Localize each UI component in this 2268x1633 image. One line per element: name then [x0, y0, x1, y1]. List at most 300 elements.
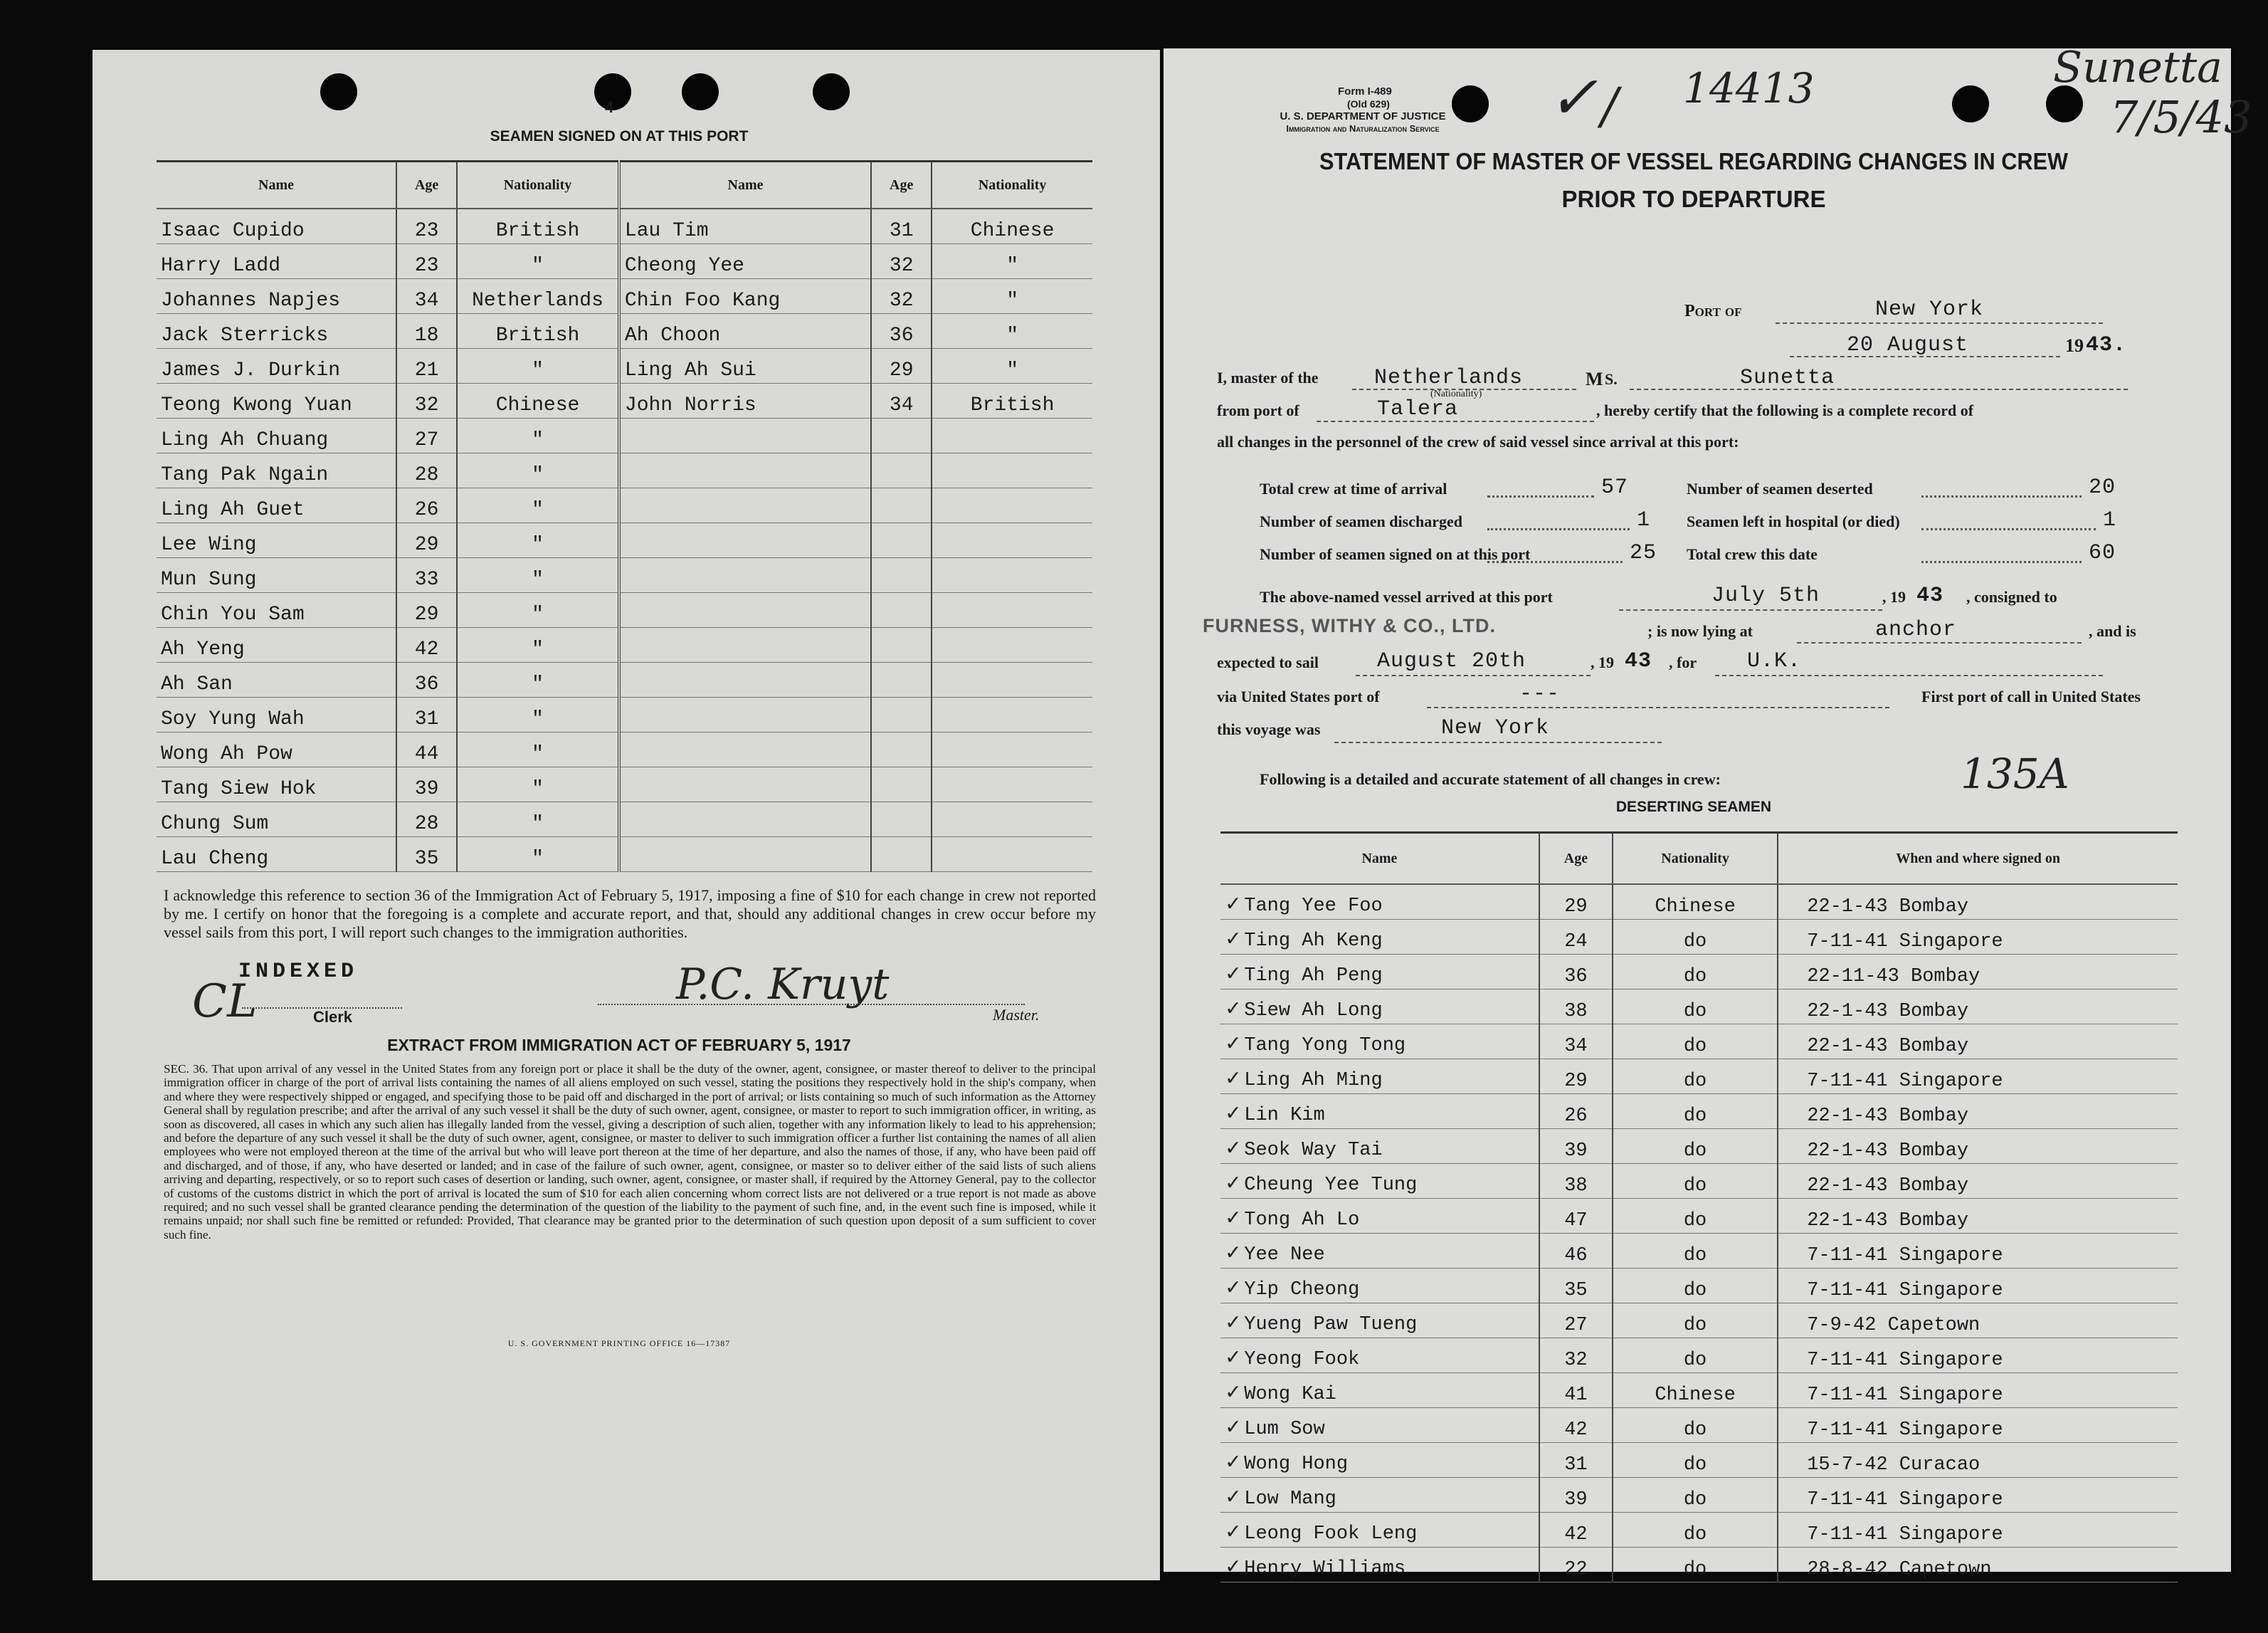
deserter-nationality: do [1613, 1059, 1778, 1094]
seaman-nationality: " [457, 558, 619, 593]
right-page: Form I-489 (Old 629) U. S. DEPARTMENT OF JUSTICE Immigration and Naturalization Service ✓ / 14413 Sunetta 7/5/43 STATEMENT OF MASTER OF VESSEL REGARDING CHANGES IN CREW PRIOR TO DEPARTURE Port of New York 20 August 19 43. I, master of the Netherlands (Nationality) M S. Sunetta from port of Talera , hereby certify that the following is a complete record of all changes in the personnel of the crew of said vessel since arrival at this port: Total crew at time of arrival 57 Number of seamen deserted 20 Number of seamen discharged 1 Seamen left in hospital (or died) 1 Number of seamen signed on at this port 25 Total crew this date 60 The above-named vessel arrived at this port July 5th , 19 43 , consigned to FURNESS, WITHY & CO., LTD. ; is now lying at anchor , and is expected to sail August 20th , 19 43 , for U.K. via United States port of --- First port of call in United States this voyage was New York Following is a detailed and accurate statement of all changes in crew: 135A DESERTING SEAMEN Name Age Nationality When and where signed on ✓ Tang Yee Foo 29 Chinese 22-1-43 Bombay ✓ Ting Ah Keng 24 do 7-11-41 Singapore ✓ Ting Ah Peng 36 do 22-11-43 Bombay ✓ Siew Ah Long 38 do 22-1-43 Bombay ✓ Tang Yong Tong 34 do 22-1-43 Bombay ✓ Ling Ah Ming 29 do 7-11-41 Singapore ✓ Lin Kim 26 do 22-1-43 Bombay ✓ Seok Way Tai 39 do 22-1-43 Bombay ✓ Cheung Yee Tung 38 do 22-1-43 Bombay ✓ Tong Ah Lo 47 do 22-1-43 Bombay ✓ Yee Nee 46 do 7-11-41 Singapore ✓ Yip Cheong 35 do 7-11-41 Singapore ✓ Yueng Paw Tueng 27 do 7-9-42 Capetown ✓ Yeong Fook 32 do 7-11-41 Singapore ✓ Wong Kai 41 Chinese 7-11-41 Singapore ✓ Lum Sow 42 do 7-11-41 Singapore ✓ Wong Hong 31 do 15-7-42 Curacao ✓ Low Mang 39 do 7-11-41 Singapore ✓ Leong Fook Leng 42 do 7-11-41 Singapore ✓ Henry Williams 22 do 28-8-42 Capetown [1164, 48, 2231, 1572]
arrived-year: 43 [1916, 584, 1944, 608]
table-row [157, 767, 1092, 802]
table-row [1220, 1478, 2178, 1513]
seaman-nationality [932, 767, 1092, 802]
deserter-nationality: do [1613, 1478, 1778, 1513]
seaman-name [619, 767, 871, 802]
deserter-signed-on: 7-9-42 Capetown [1778, 1303, 2178, 1338]
left-page [93, 50, 1160, 1580]
stat-label: Number of seamen signed on at this port [1260, 545, 1531, 563]
seaman-age: 18 [396, 314, 457, 349]
table-row [1220, 884, 2178, 920]
table-row [1220, 1094, 2178, 1129]
deserter-signed-on: 7-11-41 Singapore [1778, 1059, 2178, 1094]
check-mark-icon: ✓ [1226, 1414, 1240, 1441]
stat-value: 60 [2089, 541, 2116, 565]
table-row [157, 837, 1092, 872]
section-title: SEAMEN SIGNED ON AT THIS PORT [490, 128, 749, 145]
seaman-nationality: British [932, 384, 1092, 419]
table-row [157, 558, 1092, 593]
certify-text: , hereby certify that the following is a complete record of [1596, 401, 1974, 419]
master-signature: P.C. Kruyt [676, 960, 890, 1009]
deserter-age: 41 [1539, 1373, 1613, 1408]
seaman-age [871, 419, 932, 453]
expected-year-prefix: , 19 [1591, 653, 1614, 671]
check-mark-icon: ✓ [1226, 1380, 1240, 1406]
seaman-nationality [932, 453, 1092, 488]
seaman-age: 32 [871, 279, 932, 314]
seaman-name: Chung Sum [157, 802, 396, 837]
deserter-nationality: do [1613, 1338, 1778, 1373]
seaman-name [619, 837, 871, 872]
deserter-nationality: do [1613, 955, 1778, 989]
seaman-name: Tang Siew Hok [157, 767, 396, 802]
deserter-signed-on: 22-1-43 Bombay [1778, 1164, 2178, 1199]
seaman-nationality: " [457, 453, 619, 488]
master-of-label: I, master of the [1217, 369, 1319, 387]
table-row [1220, 1548, 2178, 1582]
seaman-name [619, 733, 871, 767]
check-mark-icon: ✓ [1226, 1310, 1240, 1336]
seaman-name [619, 628, 871, 663]
seaman-nationality [932, 488, 1092, 523]
seaman-age [871, 663, 932, 698]
seaman-age: 32 [871, 244, 932, 279]
deserter-name-cell [1220, 1338, 1539, 1373]
expected-label: expected to sail [1217, 653, 1319, 671]
seaman-nationality [932, 419, 1092, 453]
deserter-age: 38 [1539, 1164, 1613, 1199]
deserter-name-cell [1220, 955, 1539, 989]
page-number: 4 [605, 98, 614, 116]
stat-value: 1 [1637, 508, 1651, 532]
deserter-name-cell [1220, 1373, 1539, 1408]
seaman-nationality: British [457, 209, 619, 244]
deserter-signed-on: 22-1-43 Bombay [1778, 1094, 2178, 1129]
seaman-nationality [932, 663, 1092, 698]
port-label: Port of [1684, 302, 1742, 320]
expected-value: August 20th [1377, 649, 1526, 673]
vessel-name: Sunetta [1740, 366, 1835, 390]
hand-number: 14413 [1683, 64, 1815, 112]
table-row [1220, 1164, 2178, 1199]
deserter-name: Ting Ah Keng [1244, 930, 1383, 952]
deserter-age: 24 [1539, 920, 1613, 955]
deserter-name-cell [1220, 920, 1539, 955]
seaman-name: Ah Choon [619, 314, 871, 349]
date-value: 20 August [1847, 333, 1969, 357]
deserter-nationality: do [1613, 920, 1778, 955]
table-row [1220, 920, 2178, 955]
via-label: via United States port of [1217, 688, 1380, 705]
col-header-name: Name [619, 162, 871, 209]
deserter-name-cell [1220, 1024, 1539, 1059]
col-header-nationality: Nationality [932, 162, 1092, 209]
arrived-label: The above-named vessel arrived at this port [1260, 588, 1553, 606]
seaman-nationality: Chinese [932, 209, 1092, 244]
year-prefix: 19 [2065, 335, 2084, 356]
seaman-age: 36 [871, 314, 932, 349]
stat-value: 1 [2103, 508, 2117, 532]
first-port-label: First port of call in United States [1921, 688, 2141, 705]
deserter-signed-on: 22-1-43 Bombay [1778, 1129, 2178, 1164]
table-row [157, 279, 1092, 314]
seaman-nationality: Netherlands [457, 279, 619, 314]
check-mark-icon: ✓ [1226, 1240, 1240, 1266]
deserter-signed-on: 7-11-41 Singapore [1778, 1513, 2178, 1548]
seaman-age: 29 [871, 349, 932, 384]
table-row [157, 349, 1092, 384]
for-label: , for [1669, 653, 1697, 671]
seaman-name [619, 453, 871, 488]
arrived-year-prefix: , 19 [1882, 588, 1906, 606]
deserter-name: Cheung Yee Tung [1244, 1175, 1418, 1196]
indexed-stamp: INDEXED [238, 960, 359, 984]
seaman-name: Lee Wing [157, 523, 396, 558]
seaman-name: Lau Tim [619, 209, 871, 244]
stat-value: 20 [2089, 476, 2116, 500]
seaman-nationality: " [457, 837, 619, 872]
deserter-age: 46 [1539, 1234, 1613, 1269]
deserter-signed-on: 7-11-41 Singapore [1778, 1408, 2178, 1443]
check-mark-icon: ✓ [1226, 1066, 1240, 1092]
check-mark-icon: ✓ [1226, 891, 1240, 918]
table-row [1220, 1303, 2178, 1338]
seaman-nationality [932, 698, 1092, 733]
table-row [157, 453, 1092, 488]
deserter-signed-on: 7-11-41 Singapore [1778, 1373, 2178, 1408]
deserter-signed-on: 28-8-42 Capetown [1778, 1548, 2178, 1582]
form-number: Form I-489 [1338, 85, 1392, 98]
deserter-nationality: Chinese [1613, 884, 1778, 920]
department-label: U. S. DEPARTMENT OF JUSTICE [1280, 110, 1446, 122]
seaman-nationality [932, 558, 1092, 593]
deserter-age: 39 [1539, 1478, 1613, 1513]
deserter-name: Lum Sow [1244, 1419, 1325, 1440]
seaman-age: 29 [396, 593, 457, 628]
deserter-age: 22 [1539, 1548, 1613, 1582]
from-port-label: from port of [1217, 401, 1299, 419]
voyage-label: this voyage was [1217, 720, 1321, 738]
ms-prefix: M [1586, 369, 1603, 389]
extract-title: EXTRACT FROM IMMIGRATION ACT OF FEBRUARY 5, 1917 [387, 1036, 851, 1054]
seaman-age: 44 [396, 733, 457, 767]
seaman-name: Teong Kwong Yuan [157, 384, 396, 419]
seaman-age: 21 [396, 349, 457, 384]
deserter-signed-on: 22-1-43 Bombay [1778, 1024, 2178, 1059]
deserter-name-cell [1220, 1443, 1539, 1478]
deserter-name: Yueng Paw Tueng [1244, 1314, 1418, 1335]
seaman-nationality [932, 837, 1092, 872]
seaman-age [871, 453, 932, 488]
table-row [157, 488, 1092, 523]
lying-label: ; is now lying at [1647, 622, 1753, 640]
hand-date: 7/5/43 [2110, 91, 2252, 143]
deserter-name-cell [1220, 1303, 1539, 1338]
seaman-name [619, 593, 871, 628]
deserter-nationality: Chinese [1613, 1373, 1778, 1408]
seaman-nationality: " [457, 593, 619, 628]
seaman-age [871, 733, 932, 767]
seaman-nationality: " [457, 663, 619, 698]
seaman-nationality [932, 733, 1092, 767]
deserter-age: 42 [1539, 1408, 1613, 1443]
deserter-nationality: do [1613, 1443, 1778, 1478]
seaman-nationality [932, 523, 1092, 558]
deserter-name: Seok Way Tai [1244, 1140, 1383, 1161]
deserter-nationality: do [1613, 1129, 1778, 1164]
deserter-name-cell [1220, 884, 1539, 920]
check-mark-icon: ✓ [1226, 1519, 1240, 1545]
deserter-nationality: do [1613, 1513, 1778, 1548]
check-mark-icon: ✓ [1226, 1135, 1240, 1162]
deserter-name-cell [1220, 1513, 1539, 1548]
nationality-value: Netherlands [1374, 366, 1524, 390]
check-mark-icon: ✓ [1226, 1484, 1240, 1511]
seaman-name: Isaac Cupido [157, 209, 396, 244]
seaman-nationality: " [457, 349, 619, 384]
deserter-nationality: do [1613, 1199, 1778, 1234]
deserter-name: Tang Yong Tong [1244, 1035, 1406, 1056]
deserter-age: 36 [1539, 955, 1613, 989]
deserter-signed-on: 7-11-41 Singapore [1778, 1338, 2178, 1373]
table-row [1220, 1443, 2178, 1478]
deserter-signed-on: 22-11-43 Bombay [1778, 955, 2178, 989]
gpo-line: U. S. GOVERNMENT PRINTING OFFICE 16—17387 [507, 1338, 731, 1348]
table-row [157, 209, 1092, 244]
col-header-when-where: When and where signed on [1778, 833, 2178, 885]
seaman-nationality: " [457, 523, 619, 558]
table-row [1220, 1059, 2178, 1094]
seaman-name: James J. Durkin [157, 349, 396, 384]
col-header-nationality: Nationality [1613, 833, 1778, 885]
punch-hole [682, 73, 719, 110]
seaman-name [619, 802, 871, 837]
seaman-age: 28 [396, 802, 457, 837]
table-row [157, 384, 1092, 419]
seaman-nationality: " [932, 314, 1092, 349]
deserter-age: 34 [1539, 1024, 1613, 1059]
deserter-age: 31 [1539, 1443, 1613, 1478]
seaman-age: 23 [396, 244, 457, 279]
and-is-label: , and is [2089, 622, 2136, 640]
table-row [157, 419, 1092, 453]
seaman-name: Ah San [157, 663, 396, 698]
deserter-nationality: do [1613, 1269, 1778, 1303]
seaman-age: 34 [396, 279, 457, 314]
punch-hole [1952, 85, 1989, 122]
deserter-age: 39 [1539, 1129, 1613, 1164]
table-row [1220, 1269, 2178, 1303]
table-row [157, 593, 1092, 628]
deserter-signed-on: 22-1-43 Bombay [1778, 989, 2178, 1024]
table-row [157, 244, 1092, 279]
seaman-age: 34 [871, 384, 932, 419]
stat-label: Number of seamen discharged [1260, 513, 1462, 530]
check-mark-icon: ✓ [1226, 1170, 1240, 1197]
deserter-name-cell [1220, 1478, 1539, 1513]
form-old-number: (Old 629) [1347, 98, 1390, 110]
seaman-age: 42 [396, 628, 457, 663]
deserter-name: Yee Nee [1244, 1244, 1325, 1266]
stat-label: Seamen left in hospital (or died) [1687, 513, 1900, 530]
deserter-nationality: do [1613, 1408, 1778, 1443]
deserter-nationality: do [1613, 1548, 1778, 1582]
check-mark-icon: ✓ [1226, 996, 1240, 1022]
table-row [157, 314, 1092, 349]
deserter-nationality: do [1613, 1024, 1778, 1059]
table-row [157, 628, 1092, 663]
seaman-nationality: " [457, 698, 619, 733]
seaman-age: 33 [396, 558, 457, 593]
col-header-age: Age [871, 162, 932, 209]
seaman-nationality: " [457, 802, 619, 837]
check-mark-icon: ✓ [1226, 926, 1240, 952]
col-header-age: Age [1539, 833, 1613, 885]
seaman-age: 29 [396, 523, 457, 558]
following-label: Following is a detailed and accurate statement of all changes in crew: [1260, 770, 1721, 788]
seaman-age [871, 488, 932, 523]
seaman-name: Ling Ah Chuang [157, 419, 396, 453]
deserting-table [1220, 831, 2178, 1582]
deserter-age: 26 [1539, 1094, 1613, 1129]
seaman-name: Tang Pak Ngain [157, 453, 396, 488]
seaman-name [619, 523, 871, 558]
from-port-value: Talera [1377, 397, 1459, 421]
seaman-nationality: " [457, 733, 619, 767]
seaman-nationality: " [457, 488, 619, 523]
deserter-name-cell [1220, 1164, 1539, 1199]
table-row [157, 733, 1092, 767]
col-header-nationality: Nationality [457, 162, 619, 209]
deserter-name: Siew Ah Long [1244, 1000, 1383, 1022]
table-row [1220, 1338, 2178, 1373]
seaman-nationality [932, 628, 1092, 663]
deserter-name: Henry Williams [1244, 1558, 1406, 1580]
nationality-caption: (Nationality) [1430, 389, 1482, 399]
table-row [157, 802, 1092, 837]
deserter-name-cell [1220, 1059, 1539, 1094]
deserter-signed-on: 22-1-43 Bombay [1778, 1199, 2178, 1234]
master-label: Master. [993, 1006, 1040, 1024]
form-title-line2: PRIOR TO DEPARTURE [1561, 186, 1826, 212]
seaman-name [619, 558, 871, 593]
deserter-name-cell [1220, 989, 1539, 1024]
seaman-age [871, 837, 932, 872]
seaman-name: Jack Sterricks [157, 314, 396, 349]
extract-text: SEC. 36. That upon arrival of any vessel in the United States from any foreign port or place it shall be the duty of the owner, agent, consignee, or master thereof to deliver to the principal immigration officer in charge of the port of arrival lists containing the names of all aliens employed on such vessel, stating the positions they respectively hold in the ship's company, when and where they were respectively shipped or engaged, and specifying those to be paid off and discharged in the port of arrival; or lists containing so much of such information as the Attorney General shall by regulation prescribe; and after the arrival of any such vessel it shall be the duty of such owner, agent, consignee, or master to report to such immigration officer, in writing, as soon as discovered, all cases in which any such alien has illegally landed from the vessel, giving a description of such alien, together with any information likely to lead to his apprehension; and before the departure of any such vessel it shall be the duty of such owner, agent, consignee, or master to deliver to such immigration officer a further list containing the names of all alien employees who were not employed thereon at the time of the arrival but who will leave port thereon at the time of her departure, and also the names of those, if any, who have been paid off and discharged, and of those, if any, who have deserted or landed; and in case of the failure of such owner, agent, consignee, or master so to deliver either of the said lists of such aliens arriving and departing, respectively, or so to report such cases of desertion or landing, such owner, agent, consignee, or master shall, if required by the Attorney General, pay to the collector of customs of the customs district in which the port of arrival is located the sum of $10 for each alien concerning whom correct lists are not delivered or a true report is not made as above required; and no such vessel shall be granted clearance pending the determination of the question of the liability to the payment of such fine, and, in the event such fine is imposed, while it remains unpaid; nor shall such fine be remitted or refunded: Provided, That clearance may be granted prior to the determination of such question upon deposit of a sum sufficient to cover such fine. [164, 1062, 1096, 1241]
seaman-age: 27 [396, 419, 457, 453]
seaman-name: Harry Ladd [157, 244, 396, 279]
expected-year: 43 [1625, 649, 1652, 673]
punch-hole [813, 73, 850, 110]
seaman-name [619, 419, 871, 453]
clerk-label: Clerk [313, 1008, 353, 1026]
seaman-age: 32 [396, 384, 457, 419]
deserter-name-cell [1220, 1234, 1539, 1269]
seaman-age [871, 767, 932, 802]
arrived-value: July 5th [1711, 584, 1820, 608]
deserter-nationality: do [1613, 1094, 1778, 1129]
check-mark-icon: ✓ [1226, 1345, 1240, 1371]
deserter-age: 32 [1539, 1338, 1613, 1373]
stat-label: Number of seamen deserted [1687, 480, 1873, 498]
year-value: 43. [2086, 333, 2127, 357]
seaman-name: Ling Ah Guet [157, 488, 396, 523]
deserter-age: 27 [1539, 1303, 1613, 1338]
seaman-name: Mun Sung [157, 558, 396, 593]
seaman-name: Lau Cheng [157, 837, 396, 872]
deserter-name-cell [1220, 1548, 1539, 1582]
seaman-age [871, 698, 932, 733]
deserter-age: 29 [1539, 1059, 1613, 1094]
seaman-age: 39 [396, 767, 457, 802]
form-title-line1: STATEMENT OF MASTER OF VESSEL REGARDING CHANGES IN CREW [1319, 148, 2069, 174]
deserting-title: DESERTING SEAMEN [1615, 799, 1772, 815]
ms-label: S. [1605, 370, 1618, 388]
consignee-stamp: FURNESS, WITHY & CO., LTD. [1203, 615, 1497, 636]
seaman-nationality: British [457, 314, 619, 349]
deserter-age: 38 [1539, 989, 1613, 1024]
seaman-name: Ah Yeng [157, 628, 396, 663]
seaman-nationality: " [932, 279, 1092, 314]
deserter-nationality: do [1613, 1303, 1778, 1338]
table-row [157, 663, 1092, 698]
check-mark-icon: ✓ [1226, 1449, 1240, 1476]
seaman-age [871, 558, 932, 593]
deserter-name: Ling Ah Ming [1244, 1070, 1383, 1091]
deserter-name: Leong Fook Leng [1244, 1523, 1418, 1545]
col-header-age: Age [396, 162, 457, 209]
table-row [1220, 955, 2178, 989]
deserter-nationality: do [1613, 1164, 1778, 1199]
check-mark-icon: ✓ [1548, 63, 1598, 132]
seaman-nationality: " [457, 628, 619, 663]
deserter-signed-on: 7-11-41 Singapore [1778, 1234, 2178, 1269]
check-mark-icon: ✓ [1226, 1554, 1240, 1580]
seaman-nationality: " [457, 244, 619, 279]
deserter-name: Yeong Fook [1244, 1349, 1360, 1370]
seaman-nationality [932, 802, 1092, 837]
deserter-signed-on: 22-1-43 Bombay [1778, 884, 2178, 920]
table-row [157, 698, 1092, 733]
port-value: New York [1875, 298, 1984, 322]
deserter-name-cell [1220, 1129, 1539, 1164]
deserter-age: 35 [1539, 1269, 1613, 1303]
deserter-name: Tang Yee Foo [1244, 896, 1383, 917]
deserter-signed-on: 7-11-41 Singapore [1778, 1269, 2178, 1303]
consigned-label: , consigned to [1966, 588, 2057, 606]
seaman-nationality: Chinese [457, 384, 619, 419]
seaman-nationality: " [457, 767, 619, 802]
seaman-age: 31 [396, 698, 457, 733]
seaman-name [619, 488, 871, 523]
table-row [1220, 1234, 2178, 1269]
col-header-name: Name [1220, 833, 1539, 885]
seaman-name: Cheong Yee [619, 244, 871, 279]
deserter-nationality: do [1613, 989, 1778, 1024]
seaman-nationality: " [932, 349, 1092, 384]
check-mark-icon: ✓ [1226, 1101, 1240, 1127]
service-label: Immigration and Naturalization Service [1286, 123, 1440, 134]
deserter-signed-on: 7-11-41 Singapore [1778, 920, 2178, 955]
check-mark-icon: ✓ [1226, 1031, 1240, 1057]
seaman-age [871, 802, 932, 837]
seaman-name: Chin You Sam [157, 593, 396, 628]
hand-code: 135A [1961, 750, 2069, 798]
seaman-nationality: " [457, 419, 619, 453]
